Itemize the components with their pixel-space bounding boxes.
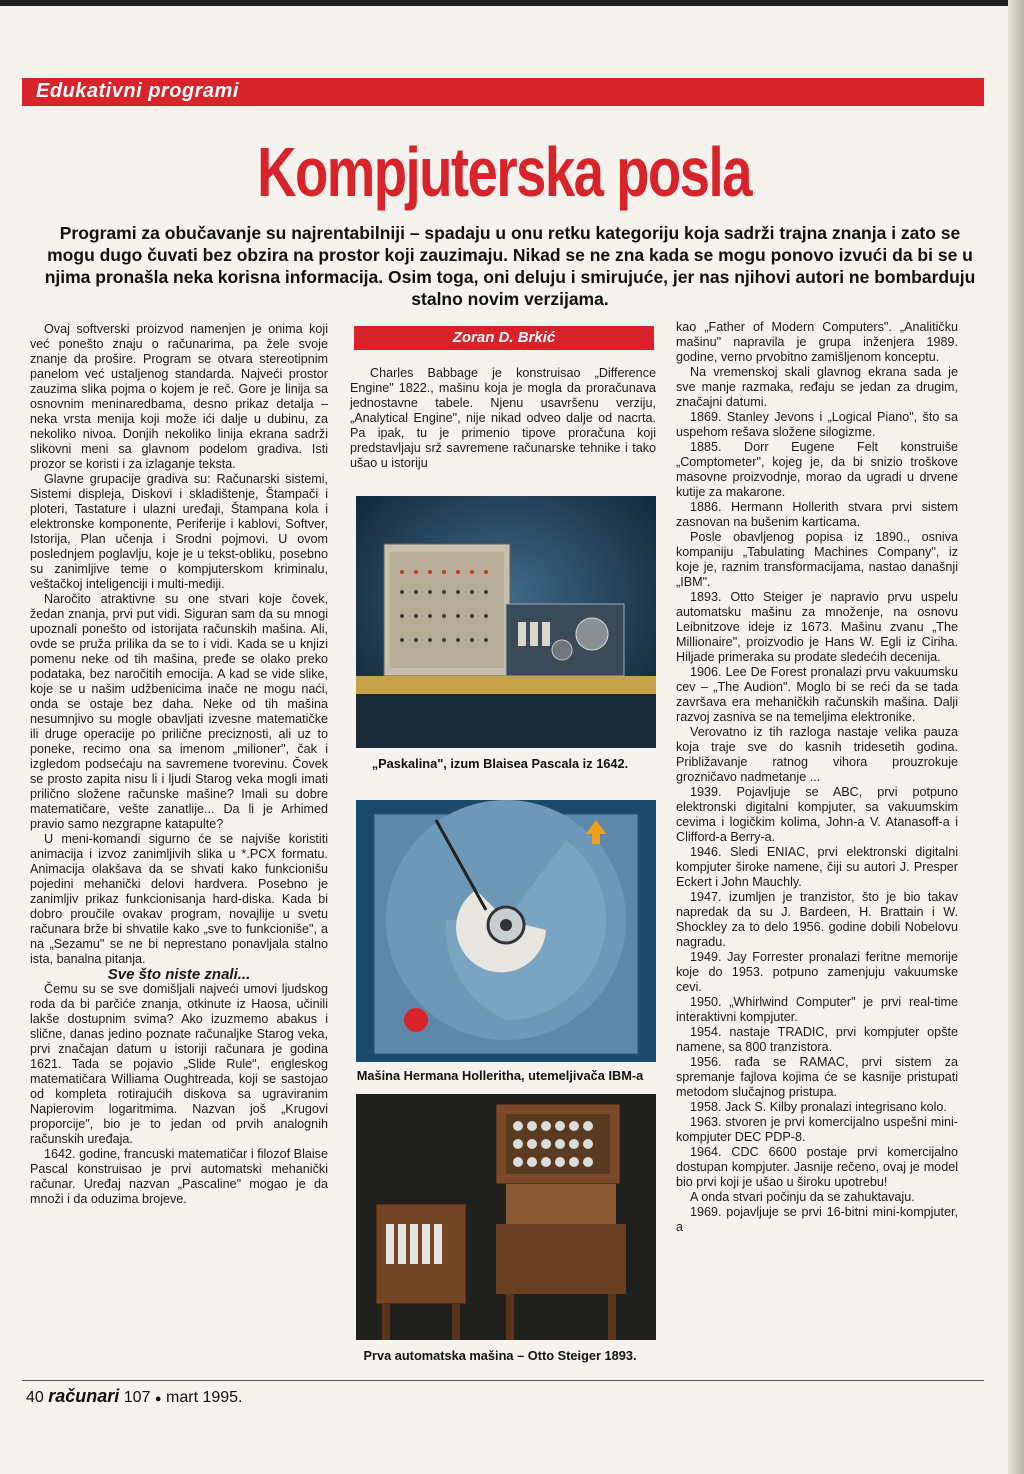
- pascaline-image: [356, 496, 656, 748]
- paragraph: 1885. Dorr Eugene Felt konstruiše „Comptometer", kojeg je, da bi snizio troškove masovne proizvodnje, morao da ugradi u drvene kutije za makarone.: [676, 440, 958, 499]
- page-edge-shadow: [1008, 0, 1024, 1474]
- paragraph: 1893. Otto Steiger je napravio prvu uspelu automatsku mašinu za množenje, na osnovu Leibnitzove ideje iz 1673. Mašinu zvanu „The Millionaire", proizvodio je Hans W. Egli iz Ciriha. Hiljade primeraka su prodate sledećih decenija.: [676, 590, 958, 664]
- right-column: [676, 320, 958, 1235]
- paragraph: 1642. godine, francuski matematičar i filozof Blaise Pascal konstruisao je prvi automatski mehanički računar. Uređaj nazvan „Pascaline" mogao je da množi i da oduzima brojeve.: [30, 1147, 328, 1206]
- photo-steiger: [356, 1094, 656, 1340]
- steiger-machine-image: [356, 1094, 656, 1340]
- paragraph: 1969. pojavljuje se prvi 16-bitni mini-kompjuter, a: [676, 1205, 958, 1234]
- article-title: Kompjuterska posla: [257, 133, 751, 211]
- paragraph: 1956. rađa se RAMAC, prvi sistem za spremanje fajlova kojima će se kasnije pristupati metodom slučajnog pristupa.: [676, 1055, 958, 1099]
- middle-column: [350, 366, 656, 471]
- subheading: Sve što niste znali...: [107, 966, 251, 983]
- paragraph: 1949. Jay Forrester pronalazi feritne memorije koje do 1953. potpuno zamenjuju vakuumske cevi.: [676, 950, 958, 994]
- photo-pascaline: [356, 496, 656, 748]
- top-border: [0, 0, 1024, 6]
- paragraph: U meni-komandi sigurno će se najviše koristiti animacija i izvoz zanimljivih slika u *.PCX formatu. Animacija olakšava da se shvati kako funkcionišu pojedini mehanički delovi hardvera. Posebno je zanimljiv prikaz funkcionisanja hard-diska. Kada bi dobro proučile ovakav program, novajlije u svetu računara brže bi shvatile kako „sve to funkcioniše", a na „Sezamu" se ne bi neprestano ponavljala stalno ista, banalna pitanja.: [30, 832, 328, 966]
- caption-pascaline: „Paskalina", izum Blaisea Pascala iz 1642.: [371, 756, 629, 771]
- paragraph: A onda stvari počinju da se zahuktavaju.: [690, 1190, 915, 1204]
- paragraph: 1964. CDC 6600 postaje prvi komercijalno dostupan kompjuter. Jasnije rečeno, ovaj je model bio prvi koji je ušao u široku upotrebu!: [676, 1145, 958, 1189]
- paragraph: 1963. stvoren je prvi komercijalno uspešni mini-kompjuter DEC PDP-8.: [676, 1115, 958, 1144]
- issue-number: 107: [123, 1389, 151, 1406]
- issue-date: mart 1995.: [166, 1389, 243, 1406]
- caption-steiger: Prva automatska mašina – Otto Steiger 1893.: [363, 1348, 637, 1363]
- paragraph: Charles Babbage je konstruisao „Difference Engine" 1822., mašinu koja je mogla da proračunava jednostavne tabele. Njenu usavršenu verziju, „Analytical Engine", nije nikad odveo dalje od nacrta. Pa ipak, tu je primenio tipove proračuna koji predstavljaju srž savremene računarske tehnike i tako ušao u istoriju: [350, 366, 656, 470]
- footer-rule: [22, 1380, 984, 1381]
- section-label: Edukativni programi: [36, 80, 239, 102]
- section-banner: [22, 78, 984, 106]
- paragraph: Naročito atraktivne su one stvari koje čovek, žedan znanja, prvi put vidi. Siguran sam da su mnogi upoznali ponešto od istorijata računskih mašina. Ali, ovde se pruža prilika da se to i vidi. Kada se u knjizi pomenu neke od tih mašina, pređe se olako preko podataka, bez naročitih emocija. A kad se vide slike, koje se u našim udžbenicima inače ne mogu naći, onda se ostaje bez daha. Neke od tih mašina nesumnjivo su mogle obavljati izvesne matematičke ili druge operacije po prilične preciznosti, ali uz to poneke, recimo ona sa imenom „milioner", čak i izgledom podsećaju na savremene tvorevinu. Čovek se prosto zapita nisu li i ljudi Starog veka mogli imati prilično složene računske mašine? Imali su dobre matematičare, vešte zanatlije... Da li je Arhimed pravio samo nezgrapne katapulte?: [30, 592, 328, 831]
- paragraph: 1958. Jack S. Kilby pronalazi integrisano kolo.: [690, 1100, 947, 1114]
- paragraph: 1947. izumljen je tranzistor, što je bio takav napredak da su J. Bardeen, H. Brattain i W. Shockley za to delo 1956. godine dobili Nobelovu nagradu.: [676, 890, 958, 949]
- paragraph: kao „Father of Modern Computers". „Analitičku mašinu" napravila je grupa inženjera 1989. godine, verno prvobitno zamišljenom konceptu.: [676, 320, 958, 364]
- paragraph: 1950. „Whirlwind Computer" je prvi real-time interaktivni kompjuter.: [676, 995, 958, 1024]
- paragraph: 1886. Hermann Hollerith stvara prvi sistem zasnovan na bušenim karticama.: [676, 500, 958, 529]
- page-number: 40: [26, 1389, 44, 1406]
- paragraph: 1906. Lee De Forest pronalazi prvu vakuumsku cev – „The Audion". Moglo bi se reći da se tada završava era mehaničkih računskih mašina. Dalji razvoj zasniva se na temeljima elektronike.: [676, 665, 958, 724]
- paragraph: Čemu su se sve domišljali najveći umovi ljudskog roda da bi parčiće znanja, otkinute iz Haosa, učinili lakše dostupnim svima? Ako izuzmemo abakus i slične, danas jedino poznate računaljke Starog veka, prvi značajan datum u istoriji računara je godina 1621. Tada se pojavio „Slide Rule", engleskog matematičara Williama Oughtreada, koji se sastojao od kompleta rotirajućih diskova sa ugraviranim Napierovim logaritmima. Nazvan još „Krugovi proporcije", bio je to jedan od prvih analognih računskih uređaja.: [30, 982, 328, 1146]
- bullet-icon: ●: [154, 1393, 162, 1405]
- paragraph: Verovatno iz tih razloga nastaje velika pauza koja traje sve do kasnih tridesetih godina. Približavanje ratnog vihora prouzrokuje grozničavo nadmetanje ...: [676, 725, 958, 784]
- paragraph: Ovaj softverski proizvod namenjen je onima koji već ponešto znaju o računarima, pa žele svoje znanje da prošire. Program se otvara stereotipnim panelom već ustaljenog standarda. Najveći prostor zauzima slika pojma o kojem je reč. Gore je linija sa osnovnim meninaredbama, desno prikaz detalja – neka vrsta menija koji može ići dalje u dubinu, za nekoliko nivoa. Donjih nekoliko linija ekrana sadrži slikovni meni sa glavnom podelom gradiva. Isti prozor se koristi i za izlaganje teksta.: [30, 322, 328, 471]
- paragraph: 1869. Stanley Jevons i „Logical Piano", što sa uspehom rešava složene silogizme.: [676, 410, 958, 439]
- paragraph: 1954. nastaje TRADIC, prvi kompjuter opšte namene, sa 800 tranzistora.: [676, 1025, 958, 1054]
- caption-hollerith: Mašina Hermana Holleritha, utemeljivača IBM-a: [356, 1068, 644, 1083]
- magazine-brand: računari: [48, 1386, 120, 1406]
- paragraph: 1939. Pojavljuje se ABC, prvi potpuno elektronski digitalni kompjuter, sa vakuumskim cevima i logičkim kolima, John-a V. Atanasoff-a i Clifford-a Berry-a.: [676, 785, 958, 844]
- author-banner: Zoran D. Brkić: [354, 326, 654, 350]
- photo-hollerith: [356, 800, 656, 1062]
- paragraph: Na vremenskoj skali glavnog ekrana sada je sve manje razmaka, ređaju se jedan za drugim, značajni datumi.: [676, 365, 958, 409]
- paragraph: Posle obavljenog popisa iz 1890., osniva kompaniju „Tabulating Machines Company", iz koje je, raznim transformacijama, nastao današnji „IBM".: [676, 530, 958, 589]
- paragraph: Glavne grupacije gradiva su: Računarski sistemi, Sistemi displeja, Diskovi i skladištenje, Štampači i ploteri, Tastature i ulazni uređaji, Štampana kola i elektronske komponente, Periferije i kablovi, Softver, Istorija, Plan učenja i Srodni pojmovi. U ovom poslednjem poglavlju, koje je u tekst-obliku, posebno su zanimljive teme o kompjuterskom kriminalu, veštačkoj inteligenciji i multi-mediji.: [30, 472, 328, 591]
- left-column: [30, 322, 328, 1207]
- page-footer: [26, 1386, 243, 1407]
- article-lead: Programi za obučavanje su najrentabilniji – spadaju u onu retku kategoriju koja sadrži trajna znanja i zato se mogu dugo čuvati bez obzira na prostor koji zauzimaju. Nikad se ne zna kada se mogu ponovo izvući da bi se u njima pronašla neka korisna informacija. Osim toga, oni deluju i smirujuće, jer nas njihovi autori ne bombarduju stalno novim verzijama.: [44, 223, 976, 309]
- hard-disk-image: [356, 800, 656, 1062]
- paragraph: 1946. Sledi ENIAC, prvi elektronski digitalni kompjuter široke namene, čiji su autori J. Presper Eckert i John Mauchly.: [676, 845, 958, 889]
